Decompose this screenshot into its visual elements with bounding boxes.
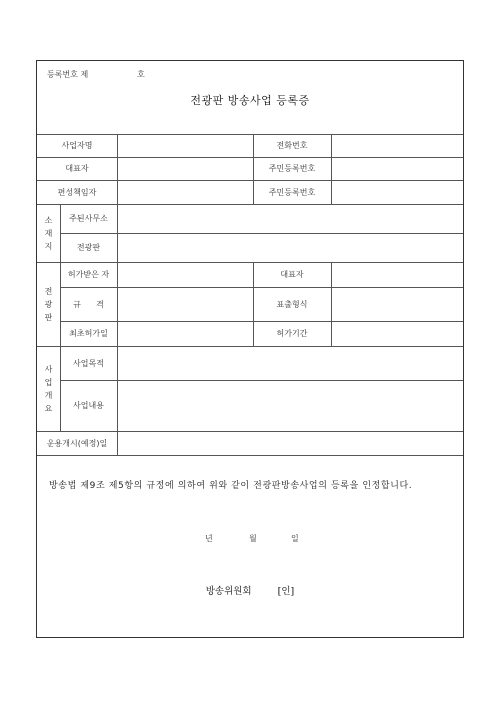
permit-holder-label: 허가받은 자 [67,270,110,279]
business-group-char: 업 [44,377,53,387]
date-year-label: 년 [205,534,213,543]
billboard-group-char: 전 [44,286,53,296]
location-group-label [37,204,60,262]
business-content-label: 사업내용 [73,401,104,410]
first-permit-date-label: 최초허가일 [69,329,108,338]
location-group-char: 소 [44,215,53,225]
business-overview-group-label [37,346,60,431]
phone-label: 전화번호 [276,141,308,150]
business-name-label: 사업자명 [61,141,93,150]
divider [60,233,463,234]
divider [117,134,118,204]
billboard-location-label: 전광판 [76,243,101,252]
registration-number-label: 등록번호 제 [47,70,89,79]
registration-number-suffix: 호 [137,70,145,79]
billboard-representative-label: 대표자 [280,270,304,279]
business-purpose-label: 사업목적 [73,358,104,368]
date-day-label: 일 [291,534,299,543]
divider [117,262,118,346]
location-group-char: 지 [44,241,53,251]
official-seal: [인] [277,586,295,597]
divider [117,431,118,455]
start-date-label: 운용개시(예정)일 [46,438,108,448]
business-group-char: 개 [44,390,53,400]
editor-resident-number-label: 주민등록번호 [268,187,316,197]
registration-number [47,69,145,80]
divider [331,134,332,204]
certification-statement: 방송법 제9조 제5항의 규정에 의하여 위와 같이 전광판방송사업의 등록을 인정합니다. [49,481,413,491]
divider [37,455,463,456]
registration-certificate-form [36,60,464,638]
billboard-group-label [37,262,60,346]
divider [60,380,463,381]
business-group-char: 요 [44,403,53,413]
representative-label: 대표자 [65,164,89,173]
page-title: 전광판 방송사업 등록증 [190,94,310,107]
billboard-group-char: 광 [44,299,53,309]
divider [331,262,332,346]
date-month-label: 월 [249,534,257,543]
business-group-char: 사 [44,364,53,374]
divider [117,204,118,262]
divider [117,346,118,431]
editor-in-chief-label: 편성책임자 [57,187,97,197]
issuing-authority [37,583,463,597]
display-format-label: 표출형식 [276,299,308,309]
spec-label: 규 격 [73,299,104,309]
billboard-group-char: 판 [44,312,53,322]
location-group-char: 재 [44,228,53,238]
permit-period-label: 허가기간 [276,329,308,338]
main-office-label: 주된사무소 [69,214,108,223]
authority-name: 방송위원회 [205,586,252,597]
resident-number-label: 주민등록번호 [268,164,316,173]
